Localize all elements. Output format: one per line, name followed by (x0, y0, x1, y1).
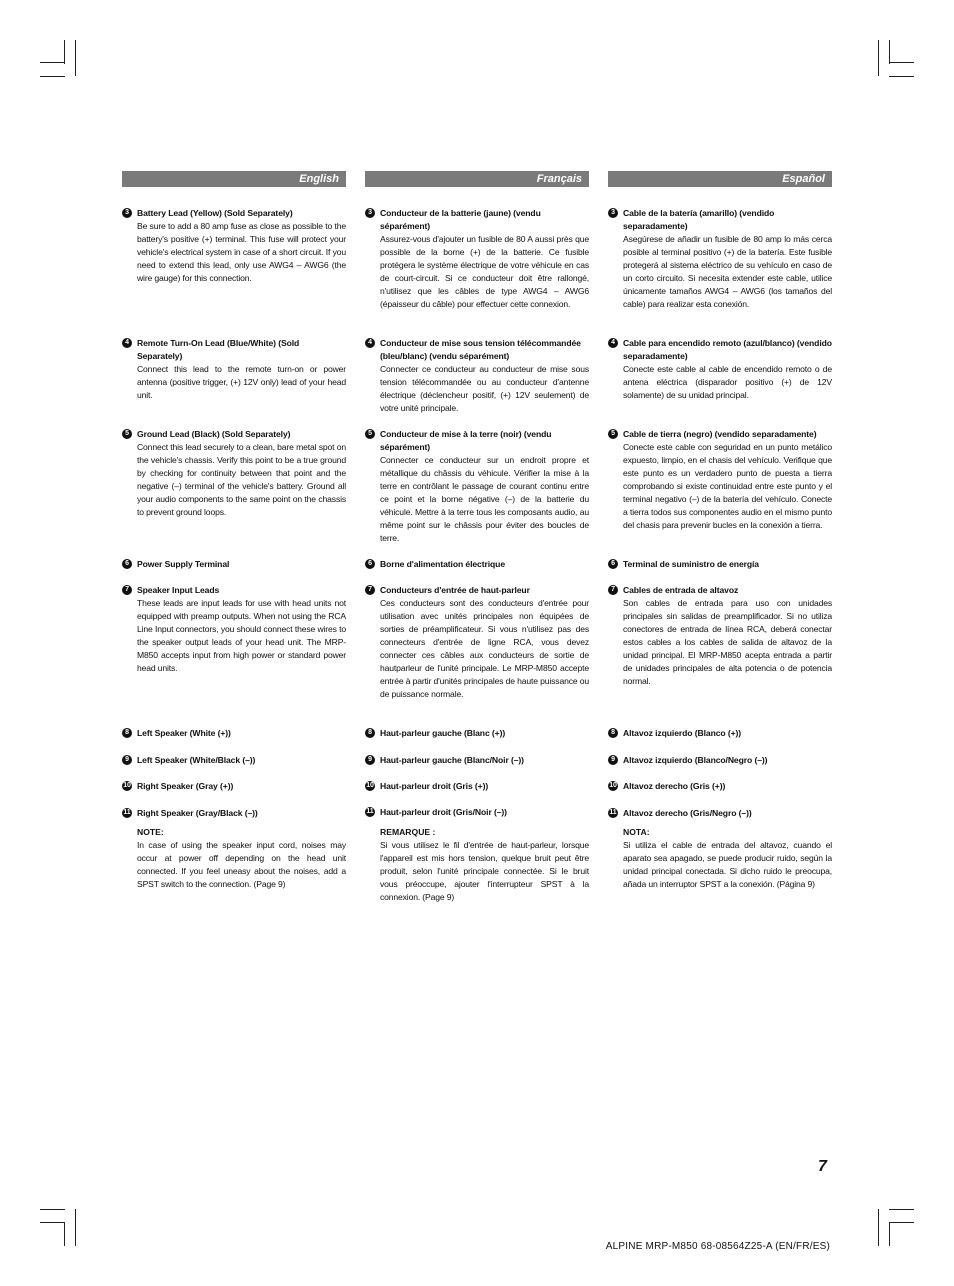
item-title: Conducteur de mise sous tension télécommandée (bleu/blanc) (vendu séparément) (380, 338, 581, 361)
item-title: Left Speaker (White (+)) (137, 728, 231, 738)
item-body: Be sure to add a 80 amp fuse as close as possible to the battery's positive (+) terminal. This fuse will protect your vehicle's electrical system in case of a short circuit. If you need to extend this lead, only use AWG4 – AWG6 (the wire gauge) for this connection. (137, 221, 346, 283)
item-body: These leads are input leads for use with head units not equipped with preamp outputs. When not using the RCA Line Input connectors, you should connect these wires to the speaker output leads of your head unit. The MRP-M850 accepts input from high power or standard power head units. (137, 598, 346, 673)
note (608, 826, 832, 891)
list-item (122, 727, 346, 740)
list-item (122, 754, 346, 767)
list-item (608, 807, 832, 820)
number-badge: 3 (365, 208, 375, 218)
item-title: Right Speaker (Gray (+)) (137, 781, 234, 791)
item-title: Cable de tierra (negro) (vendido separadamente) (623, 429, 817, 439)
list-item (365, 428, 589, 545)
number-badge: 7 (608, 585, 618, 595)
list-item (122, 780, 346, 793)
item-title: Left Speaker (White/Black (–)) (137, 755, 256, 765)
item-title: Conducteur de la batterie (jaune) (vendu séparément) (380, 208, 541, 231)
item-body: Connect this lead to the remote turn-on or power antenna (positive trigger, (+) 12V only) lead of your head unit. (137, 364, 346, 400)
number-badge: 11 (123, 808, 131, 816)
list-item (122, 207, 346, 285)
number-badge: 9 (365, 755, 375, 765)
column-english (122, 171, 346, 889)
crop-mark (64, 1222, 65, 1246)
number-badge: 8 (608, 728, 618, 738)
number-badge: 5 (122, 429, 132, 439)
item-body: Assurez-vous d'ajouter un fusible de 80 A aussi près que possible de la borne (+) de la batterie. Ce fusible protégera le système électrique de votre véhicule en cas de court-circuit. Si ce conducteur doit être rallongé, n'utilisez que les câbles de type AWG4 – AWG6 (épaisseur du câble) pour effectuer cette connexion. (380, 234, 589, 309)
crop-mark (40, 62, 65, 63)
item-title: Cable de la batería (amarillo) (vendido separadamente) (623, 208, 775, 231)
page-number: 7 (818, 1158, 827, 1175)
number-badge: 5 (608, 429, 618, 439)
number-badge: 4 (122, 338, 132, 348)
number-badge: 10 (123, 781, 131, 789)
crop-mark (889, 76, 914, 77)
list-item (122, 558, 346, 571)
number-badge: 6 (365, 559, 375, 569)
list-item (365, 754, 589, 767)
item-title: Battery Lead (Yellow) (Sold Separately) (137, 208, 293, 218)
number-badge: 8 (365, 728, 375, 738)
item-title: Ground Lead (Black) (Sold Separately) (137, 429, 291, 439)
list-item (122, 337, 346, 402)
item-title: Conducteur de mise à la terre (noir) (vendu séparément) (380, 429, 552, 452)
number-badge: 6 (608, 559, 618, 569)
list-item (365, 727, 589, 740)
item-body: Conecte este cable al cable de encendido remoto o de antena eléctrica (disparador positivo (+) de 12V solamente) de su unidad principal. (623, 364, 832, 400)
item-title: Terminal de suministro de energía (623, 559, 759, 569)
list-item (365, 780, 589, 793)
number-badge: 10 (609, 781, 617, 789)
item-title: Right Speaker (Gray/Black (–)) (137, 808, 258, 818)
item-title: Power Supply Terminal (137, 559, 230, 569)
item-title: Haut-parleur gauche (Blanc (+)) (380, 728, 506, 738)
list-item (608, 337, 832, 402)
crop-mark (889, 1222, 914, 1223)
list-item (365, 806, 589, 819)
crop-mark (889, 62, 914, 63)
item-title: Borne d'alimentation électrique (380, 559, 506, 569)
number-badge: 4 (365, 338, 375, 348)
item-title: Remote Turn-On Lead (Blue/White) (Sold Separately) (137, 338, 300, 361)
number-badge: 11 (366, 807, 374, 815)
item-body: Conecte este cable con seguridad en un punto metálico expuesto, limpio, en el chasis del vehículo. Verifique que este punto es un verdadero punto de puesta a tierra comprobando si existe continuidad entre este punto y el terminal negativo (–) de la batería del vehículo. Conecte a tierra todos sus componentes audio en el mismo punto del chasis para prevenir bucles en la conexión a tierra. (623, 442, 832, 530)
number-badge: 9 (122, 755, 132, 765)
list-item (122, 428, 346, 519)
item-body: Connecter ce conducteur sur un endroit propre et métallique du châssis du véhicule. Vérifier la mise à la terre en contrôlant le passage de courant continu entre ce point et la borne négative (–) de la batterie du véhicule. Mettre à la terre tous les composants audio, au même point sur le châssis pour éviter des boucles de terre. (380, 455, 589, 543)
number-badge: 3 (608, 208, 618, 218)
number-badge: 8 (122, 728, 132, 738)
crop-mark (75, 1209, 76, 1246)
list-item (608, 428, 832, 532)
number-badge: 7 (365, 585, 375, 595)
crop-mark (75, 40, 76, 76)
crop-mark (64, 40, 65, 64)
list-item (608, 754, 832, 767)
number-badge: 7 (122, 585, 132, 595)
note-title: NOTA: (623, 827, 650, 837)
note-body: Si utiliza el cable de entrada del altavoz, cuando el aparato sea apagado, se puede producir ruido, según la unidad principal conectada. Si dicho ruido le preocupa, añada un interruptor SPST a la conexión. (Página 9) (623, 840, 832, 889)
item-body: Connecter ce conducteur au conducteur de mise sous tension télécommandée ou au conducteur d'antenne électrique (déclencheur positif, (+) 12V seulement) de votre unité principale. (380, 364, 589, 413)
column-header: English (122, 171, 346, 187)
number-badge: 4 (608, 338, 618, 348)
column-spanish (608, 171, 832, 889)
list-item (608, 584, 832, 688)
item-title: Cables de entrada de altavoz (623, 585, 739, 595)
crop-mark (889, 1209, 914, 1210)
list-item (608, 780, 832, 793)
list-item (365, 207, 589, 311)
number-badge: 10 (366, 781, 374, 789)
crop-mark (878, 1209, 879, 1246)
item-title: Haut-parleur droit (Gris/Noir (–)) (380, 807, 507, 817)
list-item (122, 807, 346, 820)
list-item (365, 558, 589, 571)
note (365, 826, 589, 904)
item-body: Connect this lead securely to a clean, bare metal spot on the vehicle's chassis. Verify this point to be a true ground by checking for continuity between that point and the negative (–) terminal of the vehicle's battery. Ground all your audio components to the same point on the chassis to prevent ground loops. (137, 442, 346, 517)
note-title: REMARQUE : (380, 827, 436, 837)
item-body: Ces conducteurs sont des conducteurs d'entrée pour utilisation avec unités principales non équipées de sorties de préamplificateur. Si vous n'utilisez pas des connecteurs d'entrée de ligne RCA, vous devez connecter ces câbles aux conducteurs de sortie de hautparleur de l'unité principale. Le MRP-M850 accepte entrée à partir d'unités principales de haute puissance ou de puissance normale. (380, 598, 589, 699)
note-title: NOTE: (137, 827, 164, 837)
item-title: Speaker Input Leads (137, 585, 220, 595)
item-title: Altavoz izquierdo (Blanco (+)) (623, 728, 742, 738)
item-body: Son cables de entrada para uso con unidades principales sin salidas de preamplificador. Si no utiliza conectores de entrada de línea RCA, deberá conectar estos cables a los cables de salida de altavoz de la unidad principal. El MRP-M850 acepta entrada a partir de unidades principales de alta potencia o de potencia normal. (623, 598, 832, 686)
list-item (365, 584, 589, 701)
crop-mark (878, 40, 879, 76)
column-header: Français (365, 171, 589, 187)
crop-mark (889, 1222, 890, 1246)
note (122, 826, 346, 891)
number-badge: 6 (122, 559, 132, 569)
number-badge: 11 (609, 808, 617, 816)
item-title: Altavoz derecho (Gris/Negro (–)) (623, 808, 752, 818)
number-badge: 9 (608, 755, 618, 765)
crop-mark (40, 76, 65, 77)
item-title: Haut-parleur droit (Gris (+)) (380, 781, 489, 791)
column-french (365, 171, 589, 902)
note-body: In case of using the speaker input cord, noises may occur at power off depending on the head unit connected. If you feel uneasy about the noises, add a SPST switch to the connection. (Page 9) (137, 840, 346, 889)
item-title: Altavoz izquierdo (Blanco/Negro (–)) (623, 755, 768, 765)
item-title: Conducteurs d'entrée de haut-parleur (380, 585, 530, 595)
list-item (608, 207, 832, 311)
number-badge: 5 (365, 429, 375, 439)
item-title: Cable para encendido remoto (azul/blanco) (vendido separadamente) (623, 338, 832, 361)
column-header: Español (608, 171, 832, 187)
list-item (122, 584, 346, 675)
crop-mark (889, 40, 890, 64)
footer-model-code: ALPINE MRP-M850 68-08564Z25-A (EN/FR/ES) (605, 1241, 830, 1252)
item-title: Haut-parleur gauche (Blanc/Noir (–)) (380, 755, 524, 765)
crop-mark (40, 1209, 65, 1210)
list-item (608, 727, 832, 740)
item-title: Altavoz derecho (Gris (+)) (623, 781, 726, 791)
crop-mark (40, 1222, 65, 1223)
note-body: Si vous utilisez le fil d'entrée de haut-parleur, lorsque l'appareil est mis hors tension, quelque bruit peut être produit, selon l'unité principale connectée. Si le bruit vous préoccupe, ajouter l'interrupteur SPST à la connexion. (Page 9) (380, 840, 589, 902)
number-badge: 3 (122, 208, 132, 218)
item-body: Asegúrese de añadir un fusible de 80 amp lo más cerca posible al terminal positivo (+) de la batería. Este fusible protegerá al sistema eléctrico de su vehículo en caso de un corto circuito. Si necesita extender este cable, utilice únicamente tamaños AWG4 – AWG6 (los tamaños del cable) para realizar esta conexión. (623, 234, 832, 309)
list-item (608, 558, 832, 571)
list-item (365, 337, 589, 415)
